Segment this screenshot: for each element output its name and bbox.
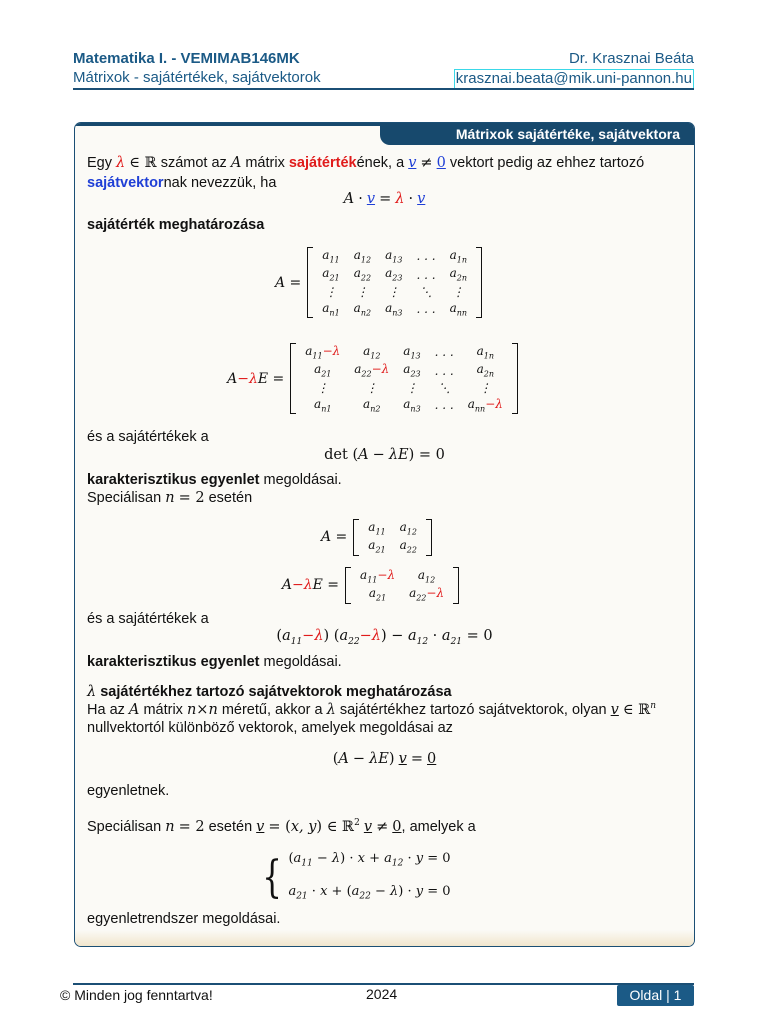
linear-system: { $(a_{11} - \lambda) \cdot x + a_{12} \cdot y = 0$ $a_{21} \cdot x + (a_{22} - \lambda) \cdot y = 0$ [262,851,451,903]
special-case-line-1: Speciálisan n = 2 esetén [87,490,253,506]
text: esetén [208,818,253,835]
text: , amelyek a [401,818,476,835]
matrix-a-2x2-equation: A = $a_{11}$ $a_{12}$ $a_{21}$ $a_{22}$ [74,519,686,556]
course-title: Matematika I. - VEMIMAB146MK [73,50,300,67]
characteristic-eq-line-1 [87,472,342,488]
math-symbol: A = [274,274,302,291]
eigen-equation: A · v = λ · v [343,191,426,207]
heading-eigenvalue-determination: sajátérték meghatározása [87,217,265,233]
math-symbol: v [417,191,426,207]
author-name: Dr. Krasznai Beáta [568,50,694,67]
definition-line-2 [87,175,276,191]
characteristic-equation: det (A − λE) = 0 [324,447,445,463]
eigenvector-def-line-1: Ha az A mátrix n×n méretű, akkor a λ sajátértékhez tartozó sajátvektorok, olyan v ∈ ℝ$^n$ [87,701,657,718]
matrix-a-equation [74,247,688,318]
matrix-a-minus-lambda-e-2x2-equation: A−λE = $a_{11}-\lambda$ $a_{12}$ $a_{21}$ $a_{22}-\lambda$ [74,567,680,604]
left-brace: { [262,851,283,903]
definition-line-1 [87,155,644,171]
text: számot az [160,155,227,171]
heading-eigenvector-determination: λ sajátértékhez tartozó sajátvektorok meghatározása [87,684,452,700]
text: ének, a [356,155,405,171]
characteristic-eq-line-2 [87,654,342,670]
author-email-link[interactable]: krasznai.beata@mik.uni-pannon.hu [455,70,692,87]
heading-text: sajátértékhez tartozó sajátvektorok meghatározása [100,684,452,700]
math-symbol: ∈ ℝ [129,155,157,171]
homogeneous-equation: (A − λE) v = 0 [332,751,437,767]
term-characteristic-equation: karakterisztikus egyenlet [87,472,260,488]
text: Speciálisan [87,490,162,506]
lambda-symbol: λ [116,155,126,171]
math-symbol: 0 [436,155,446,171]
math-symbol: A−λE = [227,370,285,387]
math-symbol: A [343,191,355,207]
text: mátrix [143,701,183,718]
copyright-text: © Minden jog fenntartva! [60,987,213,1003]
text-system-solutions: egyenletrendszer megoldásai. [87,911,281,927]
box-title: Mátrixok sajátértéke, sajátvektora [380,123,694,145]
matrix-a-minus-lambda-e-equation [74,343,682,414]
header-divider [73,88,694,90]
matrix-a: $a_{11}$ $a_{12}$ $a_{13}$ . . . $a_{1n}$ $a_{21}$ $a_{22}$ $a_{23}$ . . . $a_{2n}$ ⋮ ⋮ ⋮ ⋱ ⋮ $a_{n1}$ $a_{n2}$ $a_{n3}$ . . . $a_{nn}$ [307,247,482,318]
math-symbol: v [408,155,417,171]
math-symbol: v [366,191,376,207]
text: sajátértékhez tartozó sajátvektorok, olyan [339,701,607,718]
header-left [73,50,321,88]
matrix-a-2x2: $a_{11}$ $a_{12}$ $a_{21}$ $a_{22}$ [353,519,432,556]
text-eigenvalues-are: és a sajátértékek a [87,429,209,445]
text: megoldásai. [263,654,342,670]
text: mátrix [245,155,285,171]
math-symbol: λ [395,191,405,207]
text: megoldásai. [263,472,342,488]
page-number-badge: Oldal | 1 [617,985,694,1006]
text-eigenvalues-are-2: és a sajátértékek a [87,611,209,627]
text: Speciálisan [87,818,162,835]
text: Ha az [87,701,125,718]
definition-box [74,122,695,947]
text: vektort pedig az ehhez tartozó [449,155,645,171]
footer-divider [73,983,694,985]
footer-year: 2024 [366,986,398,1002]
text: Egy [87,155,112,171]
text-equation: egyenletnek. [87,783,170,799]
term-characteristic-equation: karakterisztikus egyenlet [87,654,260,670]
matrix-a-minus-lambda-e: $a_{11}-\lambda$ $a_{12}$ $a_{13}$ . . . $a_{1n}$ $a_{21}$ $a_{22}-\lambda$ $a_{23}$ . . . $a_{2n}$ ⋮ ⋮ ⋮ ⋱ ⋮ $a_{n1}$ $a_{n2}$ $a_{n3}$ . . . $a_{nn}-\lambda$ [290,343,518,414]
text: méretű, akkor a [221,701,323,718]
text: esetén [208,490,253,506]
characteristic-equation-2x2: $(a_{11}-\lambda) (a_{22}-\lambda) - a_{12} \cdot a_{21} = 0$ [276,628,493,647]
math-symbol: A [230,155,242,171]
text: nak nevezzük, ha [163,175,277,191]
special-case-line-2: Speciálisan n = 2 esetén v = (x, y) ∈ ℝ$^2$ v ≠ 0, amelyek a [87,818,476,835]
eigenvector-def-line-2: nullvektortól különböző vektorok, amelyek megoldásai az [87,720,453,736]
header-right [454,50,694,89]
box-bottom-gradient [75,930,694,946]
math-symbol: ≠ [420,155,433,171]
matrix-a-minus-lambda-e-2x2: $a_{11}-\lambda$ $a_{12}$ $a_{21}$ $a_{22}-\lambda$ [345,567,459,604]
term-eigenvalue: sajátérték [288,155,357,171]
term-eigenvector: sajátvektor [87,175,164,191]
course-subtitle: Mátrixok - sajátértékek, sajátvektorok [73,69,321,86]
